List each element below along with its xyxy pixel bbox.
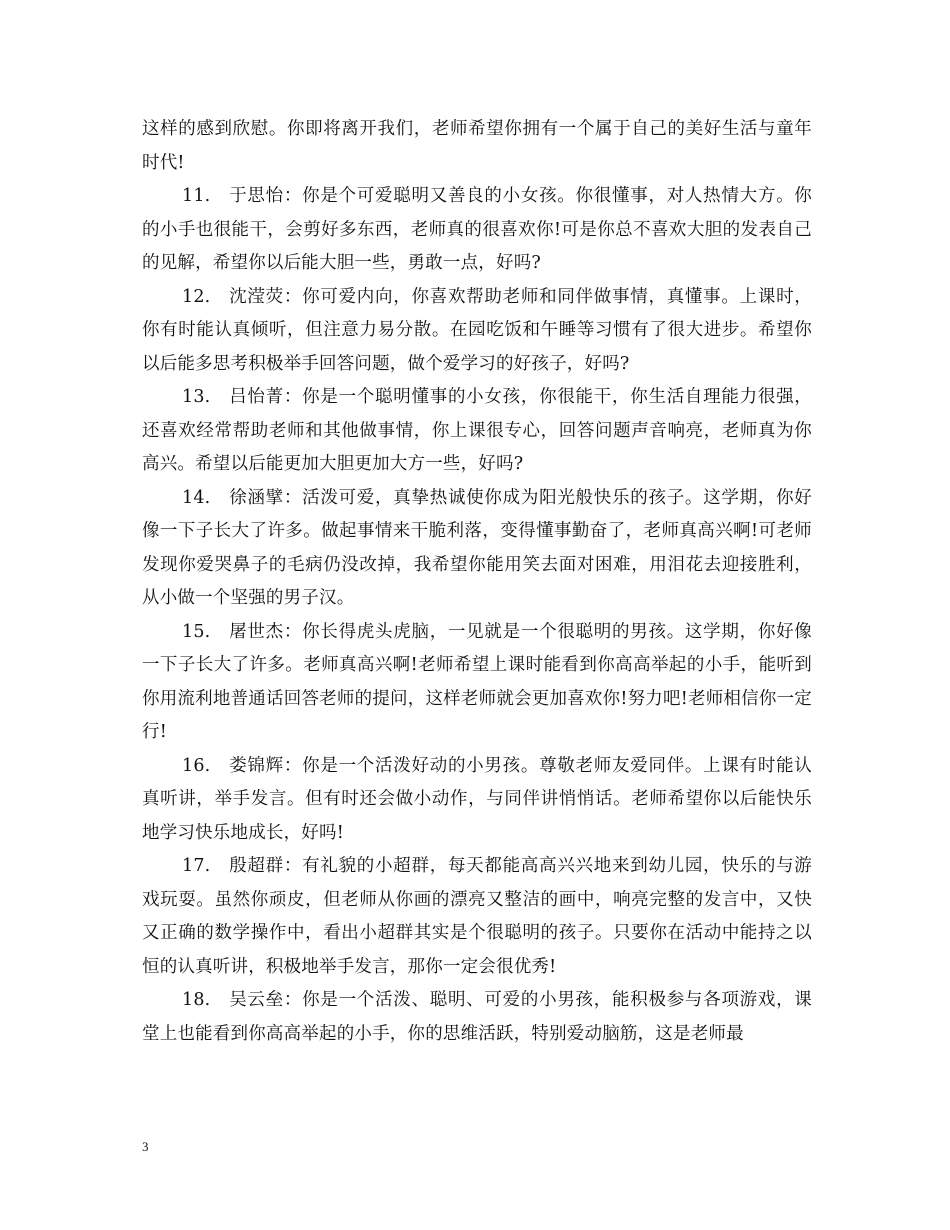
paragraph-item-15: 15. 屠世杰：你长得虎头虎脑，一见就是一个很聪明的男孩。这学期，你好像一下子长大了许多。老师真高兴啊!老师希望上课时能看到你高高举起的小手，能听到你用流利地普通话回答老师的提问，这样老师就会更加喜欢你!努力吧!老师相信你一定行!: [142, 621, 812, 742]
paragraph-item-12: 12. 沈滢荧：你可爱内向，你喜欢帮助老师和同伴做事情，真懂事。上课时，你有时能认真倾听，但注意力易分散。在园吃饭和午睡等习惯有了很大进步。希望你以后能多思考积极举手回答问题，做个爱学习的好孩子，好吗?: [142, 286, 812, 374]
paragraph-item-17: 17. 殷超群：有礼貌的小超群，每天都能高高兴兴地来到幼儿园，快乐的与游戏玩耍。虽然你顽皮，但老师从你画的漂亮又整洁的画中，响亮完整的发言中，又快又正确的数学操作中，看出小超群其实是个很聪明的孩子。只要你在活动中能持之以恒的认真听讲，积极地举手发言，那你一定会很优秀!: [142, 856, 812, 977]
paragraph-item-13: 13. 吕怡菁：你是一个聪明懂事的小女孩，你很能干，你生活自理能力很强，还喜欢经常帮助老师和其他做事情，你上课很专心，回答问题声音响亮，老师真为你高兴。希望以后能更加大胆更加大方一些，好吗?: [142, 387, 812, 474]
body-text: [142, 113, 812, 1051]
paragraph-item-16: 16. 娄锦辉：你是一个活泼好动的小男孩。尊敬老师友爱同伴。上课有时能认真听讲，举手发言。但有时还会做小动作，与同伴讲悄悄话。老师希望你以后能快乐地学习快乐地成长，好吗!: [142, 755, 812, 843]
paragraph-item-14: 14. 徐涵擘：活泼可爱，真挚热诚使你成为阳光般快乐的孩子。这学期，你好像一下子长大了许多。做起事情来干脆利落，变得懂事勤奋了，老师真高兴啊!可老师发现你爱哭鼻子的毛病仍没改掉，我希望你能用笑去面对困难，用泪花去迎接胜利，从小做一个坚强的男子汉。: [142, 487, 812, 608]
page-number: 3: [142, 1139, 149, 1154]
paragraph-continuation: 这样的感到欣慰。你即将离开我们，老师希望你拥有一个属于自己的美好生活与童年时代!: [142, 119, 812, 173]
paragraph-item-18: 18. 吴云垒：你是一个活泼、聪明、可爱的小男孩，能积极参与各项游戏，课堂上也能看到你高高举起的小手，你的思维活跃，特别爱动脑筋，这是老师最: [142, 990, 812, 1044]
paragraph-item-11: 11. 于思怡：你是个可爱聪明又善良的小女孩。你很懂事，对人热情大方。你的小手也很能干，会剪好多东西，老师真的很喜欢你!可是你总不喜欢大胆的发表自己的见解，希望你以后能大胆一些，勇敢一点，好吗?: [142, 186, 812, 273]
